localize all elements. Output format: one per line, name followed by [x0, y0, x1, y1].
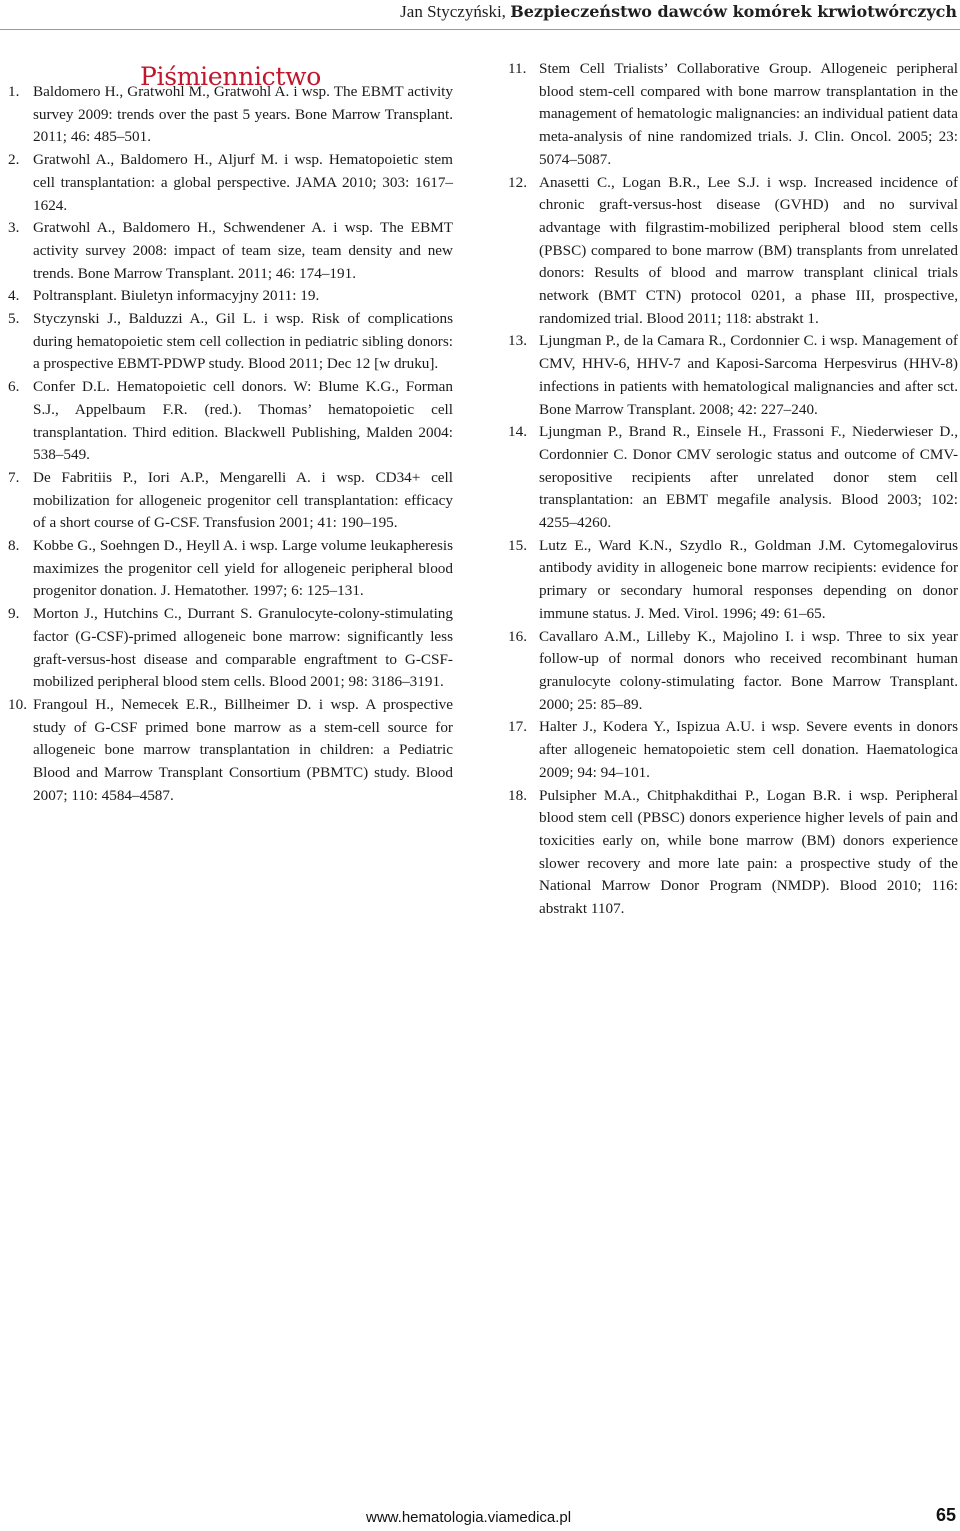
reference-item [508, 626, 958, 717]
reference-number: 9. [8, 605, 20, 623]
reference-number: 4. [8, 287, 20, 305]
reference-list-right [508, 58, 958, 921]
reference-text: Confer D.L. Hematopoietic cell donors. W: Blume K.G., Forman S.J., Appelbaum F.R. (red.). Thomas’ hematopoietic cell transplantation. Third edition. Blackwell Publishing, Malden 2004: 538–549. [33, 378, 453, 464]
reference-item [508, 716, 958, 784]
reference-text: Styczynski J., Balduzzi A., Gil L. i wsp. Risk of complications during hematopoietic stem cell collection in pediatric sibling donors: a prospective EBMT-PDWP study. Blood 2011; Dec 12 [w druku]. [33, 310, 453, 373]
reference-text: Morton J., Hutchins C., Durrant S. Granulocyte-colony-stimulating factor (G-CSF)-primed allogeneic bone marrow: significantly less graft-versus-host disease and comparable engraftment to G-CSF-mobilized peripheral blood stem cells. Blood 2001; 98: 3186–3191. [33, 605, 453, 691]
reference-number: 6. [8, 378, 20, 396]
reference-text: Cavallaro A.M., Lilleby K., Majolino I. i wsp. Three to six year follow-up of normal donors who received recombinant human granulocyte colony-stimulating factor. Bone Marrow Transplant. 2000; 25: 85–89. [539, 627, 958, 713]
header-divider [0, 29, 960, 30]
page-number: 65 [936, 1505, 957, 1525]
reference-item [8, 81, 453, 149]
reference-text: Poltransplant. Biuletyn informacyjny 2011: 19. [33, 287, 320, 305]
reference-text: Kobbe G., Soehngen D., Heyll A. i wsp. Large volume leukapheresis maximizes the progenitor cell yield for allogeneic peripheral blood progenitor donation. J. Hematother. 1997; 6: 125–131. [33, 537, 453, 600]
reference-item [508, 172, 958, 331]
reference-number: 18. [508, 786, 527, 804]
reference-number: 17. [508, 718, 527, 736]
reference-text: Gratwohl A., Baldomero H., Aljurf M. i wsp. Hematopoietic stem cell transplantation: a global perspective. JAMA 2010; 303: 1617–1624. [33, 151, 453, 214]
reference-number: 3. [8, 219, 20, 237]
reference-number: 10. [8, 695, 27, 713]
reference-number: 8. [8, 537, 20, 555]
reference-number: 13. [508, 332, 527, 350]
reference-item [8, 535, 453, 603]
reference-item [8, 376, 453, 467]
footer-url[interactable]: www.hematologia.viamedica.pl [366, 1509, 572, 1526]
section-title: Piśmiennictwo [140, 62, 321, 91]
reference-item [508, 58, 958, 172]
reference-text: Stem Cell Trialists’ Collaborative Group. Allogeneic peripheral blood stem-cell compared with bone marrow transplantation in the management of hematologic malignancies: an individual patient data meta-analysis of nine randomized trials. J. Clin. Oncol. 2005; 23: 5074–5087. [539, 60, 958, 168]
reference-number: 11. [508, 60, 527, 77]
reference-number: 7. [8, 468, 20, 486]
reference-item [8, 308, 453, 376]
reference-text: Ljungman P., de la Camara R., Cordonnier C. i wsp. Management of CMV, HHV-6, HHV-7 and Kaposi-Sarcoma Herpesvirus (HHV-8) infections in patients with hematological malignancies and after sct. Bone Marrow Transplant. 2008; 42: 227–240. [539, 332, 958, 418]
running-header [400, 0, 957, 24]
reference-number: 16. [508, 627, 527, 645]
reference-text: Ljungman P., Brand R., Einsele H., Frassoni F., Niederwieser D., Cordonnier C. Donor CMV serologic status and outcome of CMV-seropositive recipients after unrelated donor stem cell transplantation: an EBMT megafile analysis. Blood 2003; 102: 4255–4260. [539, 423, 958, 532]
reference-number: 5. [8, 310, 20, 328]
reference-item [508, 785, 958, 921]
reference-text: Lutz E., Ward K.N., Szydlo R., Goldman J.M. Cytomegalovirus antibody avidity in allogeneic bone marrow recipients: evidence for primary or secondary humoral responses depending on donor immune status. J. Med. Virol. 1996; 49: 61–65. [539, 536, 958, 622]
reference-item [508, 330, 958, 421]
reference-number: 1. [8, 83, 20, 100]
reference-text: Baldomero H., Gratwohl M., Gratwohl A. i wsp. The EBMT activity survey 2009: trends over the past 5 years. Bone Marrow Transplant. 2011; 46: 485–501. [33, 83, 453, 146]
reference-list-left [8, 81, 453, 808]
reference-number: 2. [8, 151, 20, 169]
reference-number: 15. [508, 536, 527, 554]
reference-number: 12. [508, 173, 527, 191]
reference-item [8, 467, 453, 535]
reference-item [8, 285, 453, 308]
reference-number: 14. [508, 423, 527, 441]
reference-item [8, 603, 453, 694]
reference-text: Frangoul H., Nemecek E.R., Billheimer D. i wsp. A prospective study of G-CSF primed bone marrow as a stem-cell source for allogeneic bone marrow transplantation in children: a Pediatric Blood and Marrow Transplant Consortium (PBMTC) study. Blood 2007; 110: 4584–4587. [33, 695, 453, 804]
running-header-author: Jan Styczyński, [400, 2, 511, 21]
reference-item [508, 421, 958, 535]
reference-item [8, 149, 453, 217]
reference-item [8, 217, 453, 285]
reference-item [508, 535, 958, 626]
reference-text: Gratwohl A., Baldomero H., Schwendener A. i wsp. The EBMT activity survey 2008: impact of team size, team density and new trends. Bone Marrow Transplant. 2011; 46: 174–191. [33, 219, 453, 282]
reference-text: Halter J., Kodera Y., Ispizua A.U. i wsp. Severe events in donors after allogeneic hematopoietic stem cell donation. Haematologica 2009; 94: 94–101. [539, 718, 958, 781]
reference-text: Anasetti C., Logan B.R., Lee S.J. i wsp. Increased incidence of chronic graft-versus-host disease (GVHD) and no survival advantage with filgrastim-mobilized peripheral blood stem cells (PBSC) compared to bone marrow (BM) transplants from unrelated donors: Results of blood and marrow transplant clinical trials network (BMT CTN) protocol 0201, a phase III, prospective, randomized trial. Blood 2011; 118: abstrakt 1. [539, 173, 958, 327]
reference-text: De Fabritiis P., Iori A.P., Mengarelli A. i wsp. CD34+ cell mobilization for allogeneic progenitor cell transplantation: efficacy of a short course of G-CSF. Transfusion 2001; 41: 190–195. [33, 468, 453, 532]
reference-text: Pulsipher M.A., Chitphakdithai P., Logan B.R. i wsp. Peripheral blood stem cell (PBSC) donors experience higher levels of pain and toxicities early on, while bone marrow (BM) donors experience slower recovery and more late pain: a prospective study of the National Marrow Donor Program (NMDP). Blood 2010; 116: abstrakt 1107. [539, 786, 958, 918]
running-header-title: Bezpieczeństwo dawców komórek krwiotwórczych [510, 2, 957, 21]
reference-item [8, 694, 453, 808]
